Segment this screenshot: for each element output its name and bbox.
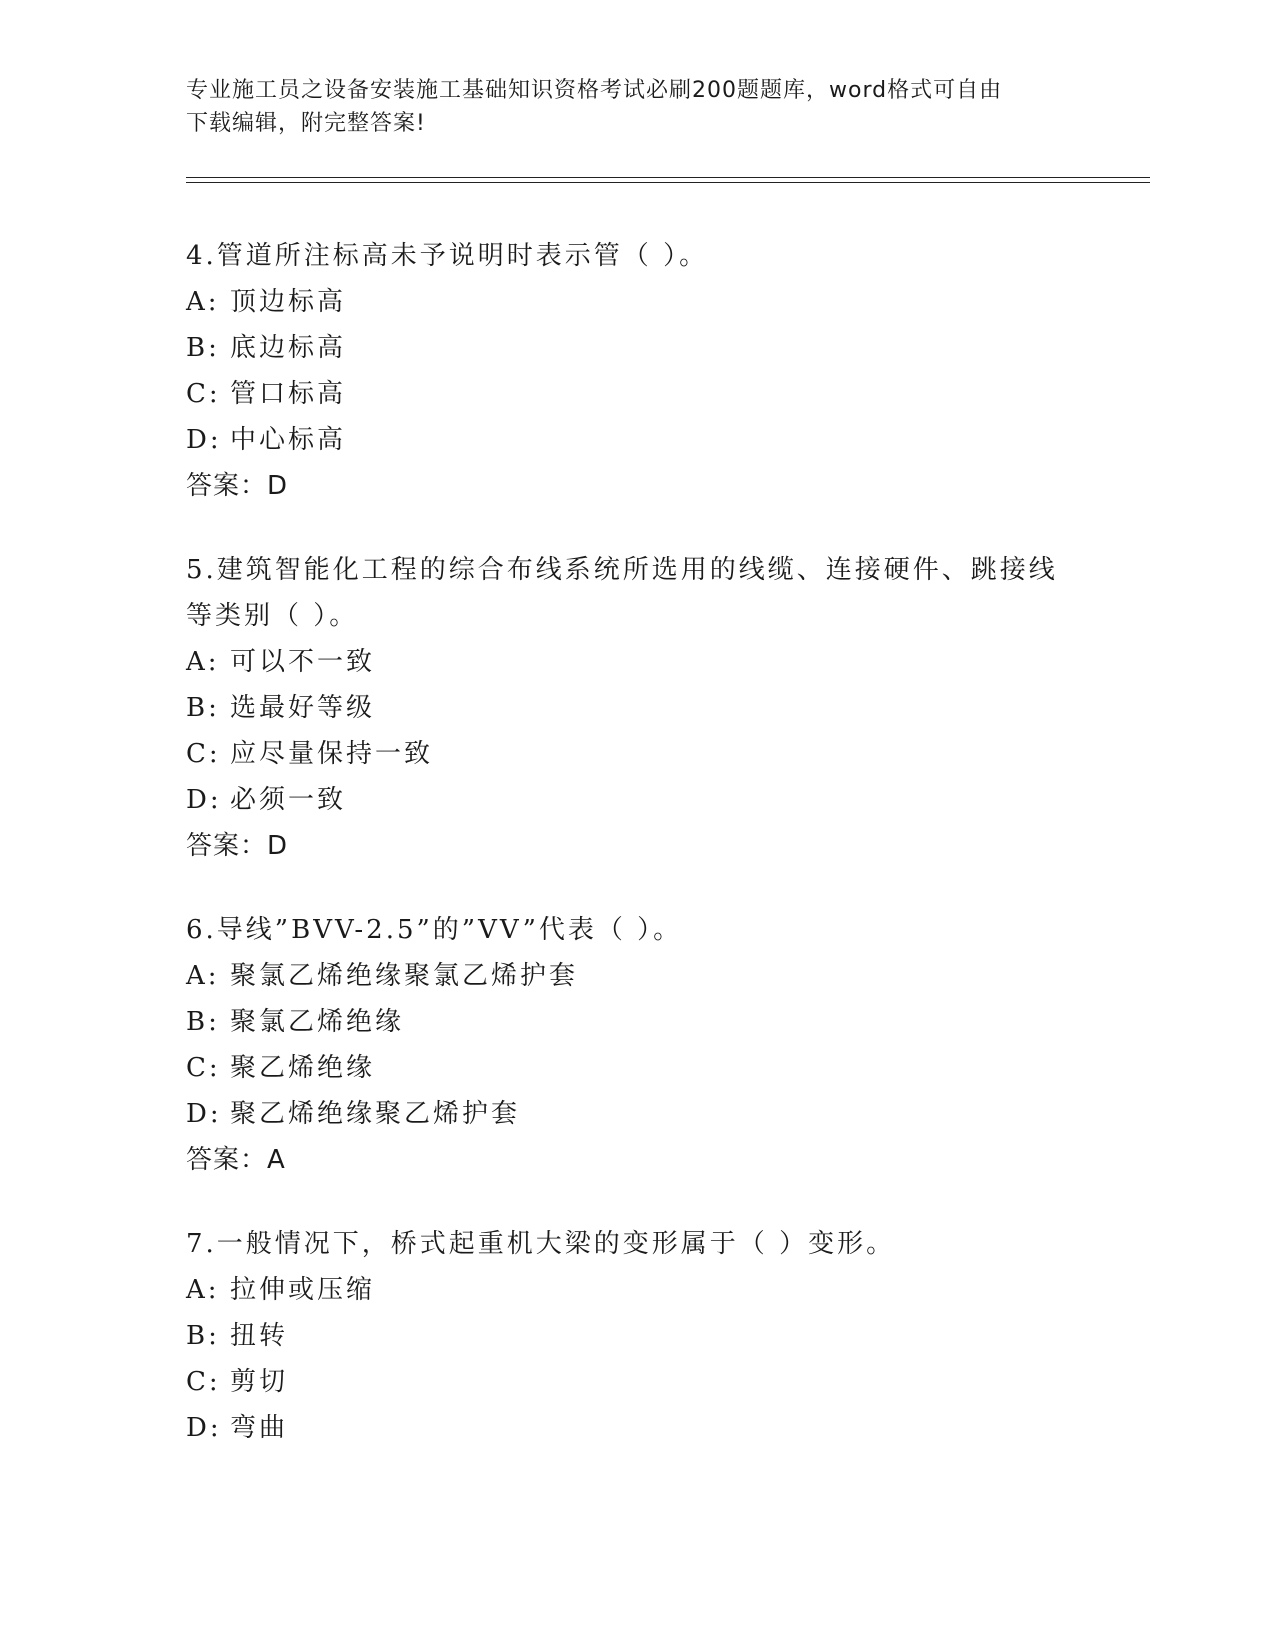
option-text: 底边标高	[230, 333, 347, 363]
option-d	[186, 417, 1086, 463]
option-b	[186, 1313, 1086, 1359]
option-label: A:	[186, 961, 220, 991]
option-c	[186, 371, 1086, 417]
option-label: D:	[186, 1099, 222, 1129]
option-label: A:	[186, 1275, 220, 1305]
option-label: B:	[186, 693, 220, 723]
question-stem-line-1: 5.建筑智能化工程的综合布线系统所选用的线缆、连接硬件、跳接线	[186, 555, 1058, 585]
option-a	[186, 279, 1086, 325]
option-label: A:	[186, 647, 220, 677]
header-line-1: 专业施工员之设备安装施工基础知识资格考试必刷200题题库，word格式可自由	[186, 78, 1003, 103]
option-label: B:	[186, 1007, 220, 1037]
answer-line: 答案：A	[186, 1145, 286, 1175]
option-text: 拉伸或压缩	[230, 1275, 376, 1305]
question-6	[186, 907, 1086, 1183]
option-text: 顶边标高	[230, 287, 347, 317]
option-text: 扭转	[230, 1321, 289, 1351]
question-stem-line-2: 等类别（ ）。	[186, 601, 359, 631]
question-stem: 4.管道所注标高未予说明时表示管（ ）。	[186, 241, 709, 271]
option-a	[186, 639, 1086, 685]
option-b	[186, 685, 1086, 731]
option-text: 聚氯乙烯绝缘聚氯乙烯护套	[230, 961, 579, 991]
header-divider-top	[186, 177, 1150, 178]
option-label: A:	[186, 287, 220, 317]
question-list	[186, 233, 1086, 1489]
document-header	[186, 74, 1086, 140]
option-d	[186, 1091, 1086, 1137]
option-label: C:	[186, 1053, 221, 1083]
option-label: B:	[186, 1321, 220, 1351]
answer-line: 答案：D	[186, 831, 289, 861]
option-text: 管口标高	[230, 379, 347, 409]
option-text: 聚乙烯绝缘聚乙烯护套	[230, 1099, 521, 1129]
option-a	[186, 1267, 1086, 1313]
question-stem: 7.一般情况下，桥式起重机大梁的变形属于（ ）变形。	[186, 1229, 896, 1259]
option-label: D:	[186, 1413, 222, 1443]
option-text: 剪切	[230, 1367, 289, 1397]
option-d	[186, 777, 1086, 823]
question-stem: 6.导线”BVV-2.5”的”VV”代表（ ）。	[186, 915, 683, 945]
option-text: 聚氯乙烯绝缘	[230, 1007, 405, 1037]
option-a	[186, 953, 1086, 999]
option-c	[186, 731, 1086, 777]
answer-line: 答案：D	[186, 471, 289, 501]
option-label: D:	[186, 785, 222, 815]
header-divider-bottom	[186, 182, 1150, 183]
question-5	[186, 547, 1086, 869]
option-label: C:	[186, 739, 221, 769]
option-text: 弯曲	[230, 1413, 289, 1443]
option-text: 选最好等级	[230, 693, 376, 723]
option-text: 可以不一致	[230, 647, 376, 677]
header-line-2: 下载编辑，附完整答案!	[186, 111, 426, 136]
question-7	[186, 1221, 1086, 1451]
option-text: 中心标高	[230, 425, 347, 455]
option-label: B:	[186, 333, 220, 363]
option-text: 应尽量保持一致	[230, 739, 434, 769]
option-c	[186, 1359, 1086, 1405]
question-4	[186, 233, 1086, 509]
option-b	[186, 999, 1086, 1045]
option-label: D:	[186, 425, 222, 455]
option-c	[186, 1045, 1086, 1091]
option-label: C:	[186, 1367, 221, 1397]
option-text: 聚乙烯绝缘	[230, 1053, 376, 1083]
option-text: 必须一致	[230, 785, 347, 815]
option-d	[186, 1405, 1086, 1451]
option-b	[186, 325, 1086, 371]
option-label: C:	[186, 379, 221, 409]
